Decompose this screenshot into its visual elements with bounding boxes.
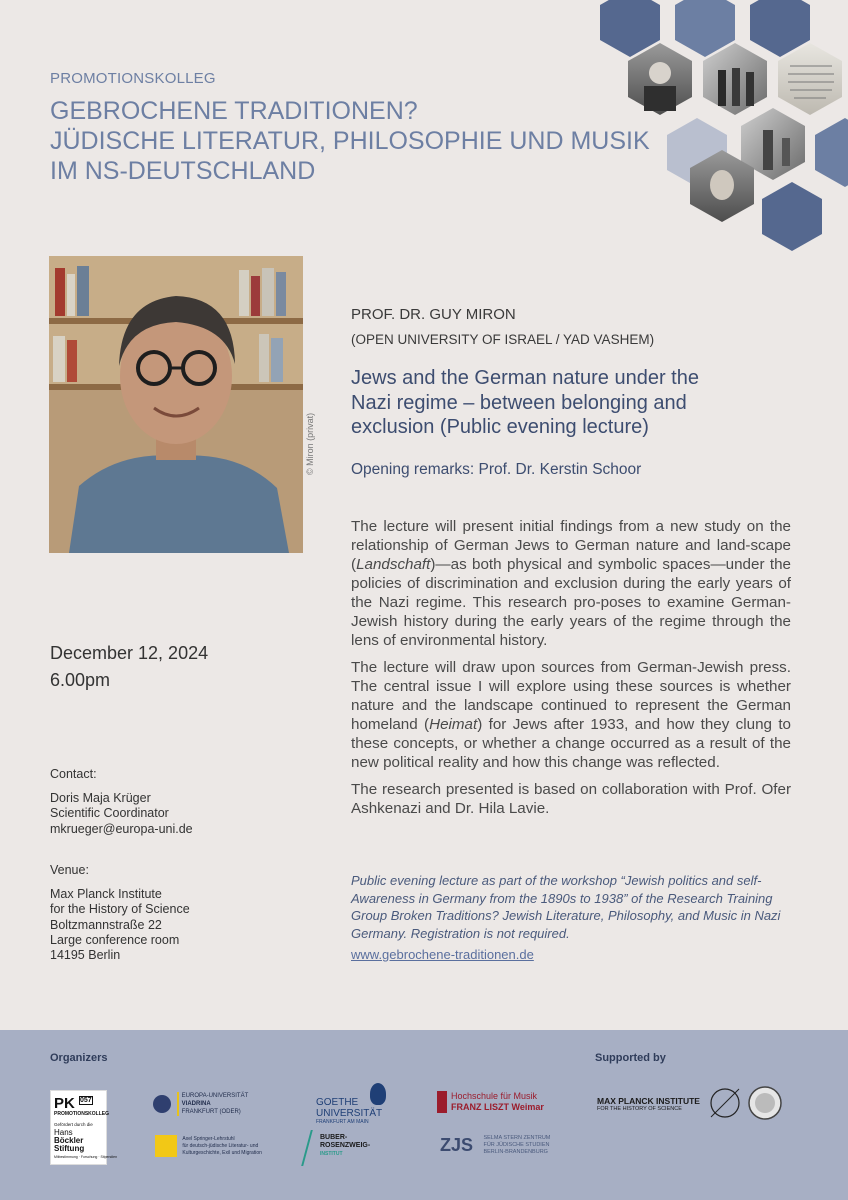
opening-remarks: Opening remarks: Prof. Dr. Kerstin Schoor — [351, 461, 642, 478]
book — [53, 336, 65, 382]
event-date: December 12, 2024 — [50, 643, 209, 663]
springer-line: Kulturgeschichte, Exil und Migration — [182, 1149, 262, 1156]
viadrina-seal-icon — [153, 1095, 171, 1113]
mpi-line: MAX PLANCK INSTITUTE — [597, 1096, 700, 1106]
lecture-title-line: Nazi regime – between belonging and — [351, 391, 687, 414]
springer-chair-logo — [155, 1135, 262, 1157]
mpi-logo — [597, 1096, 700, 1113]
pk-funded: Gefördert durch die — [54, 1122, 93, 1127]
book — [276, 272, 286, 316]
abstract-paragraph: The research presented is based on collaboration with Prof. Ofer Ashkenazi and Dr. Hila Lavie. — [351, 781, 791, 817]
viadrina-line: VIADRINA — [181, 1101, 211, 1107]
text-run: )—as both physical and symbolic spaces—under the policies of discrimination and exclusion during the early years of the Nazi regime. This research pro-poses to examine German-Jewish history during the early years of the regime through the lens of environmental history. — [351, 556, 791, 649]
hex-photo-figure — [718, 70, 726, 106]
book — [271, 338, 283, 382]
hfm-mark-icon — [437, 1091, 447, 1113]
minerva-seal-inner — [755, 1093, 775, 1113]
venue-line: Boltzmannstraße 22 — [50, 917, 162, 932]
buber-line: ROSENZWEIG- — [320, 1142, 371, 1149]
hfm-weimar-logo — [437, 1091, 544, 1113]
contact-email[interactable]: mkrueger@europa-uni.de — [50, 821, 193, 836]
venue-block — [50, 863, 190, 963]
hex-photo-figure — [782, 138, 790, 166]
speaker-name: PROF. DR. GUY MIRON — [351, 306, 516, 323]
text-run: The lecture will present initial findings from a new study on the relationship of German Jews to German nature and land-scape ( — [351, 518, 791, 573]
venue-line: Large conference room — [50, 932, 180, 947]
venue-label: Venue: — [50, 863, 89, 877]
hex-photo-figure — [732, 68, 740, 106]
hex-photo-figure — [746, 72, 754, 106]
text-run: ) for Jews after 1933, and how they clung to these concepts, or whether a change occurred as a result of the new political reality and how this change was reflected. — [351, 716, 791, 771]
hfm-line: Hochschule für Musik — [451, 1091, 538, 1101]
viadrina-line: EUROPA-UNIVERSITÄT — [181, 1093, 249, 1099]
goethe-logo — [316, 1085, 382, 1125]
workshop-note: Public evening lecture as part of the workshop “Jewish politics and self-Awareness in Germany from the 1890s to 1938” of the Research Training Group Broken Traditions? Jewish Literature, Philosophy, and Music in Nazi Germany. Registration is not required. — [351, 873, 781, 941]
pk-subtitle: PROMOTIONSKOLLEG — [54, 1111, 109, 1117]
speaker-photo-image — [49, 256, 303, 553]
zjs-text — [483, 1135, 550, 1156]
supported-label: Supported by — [595, 1052, 666, 1064]
buber-rosenzweig-logo — [308, 1134, 370, 1158]
pk-tagline: Mitbestimmung · Forschung · Stipendien — [54, 1155, 118, 1159]
lecture-title-line: Jews and the German nature under the — [351, 367, 699, 389]
hex-photo-body — [644, 86, 676, 111]
viadrina-logo — [153, 1092, 248, 1116]
pk057-logo — [50, 1090, 118, 1165]
book — [67, 340, 77, 382]
venue-line: 14195 Berlin — [50, 948, 121, 963]
logo-footer — [0, 1030, 848, 1200]
lecture-title — [351, 366, 791, 440]
springer-line: für deutsch-jüdische Literatur- und — [182, 1142, 259, 1149]
website-link[interactable]: www.gebrochene-traditionen.de — [351, 947, 534, 962]
speaker-affiliation: (OPEN UNIVERSITY OF ISRAEL / YAD VASHEM) — [351, 332, 655, 347]
photo-credit: © Miron (privat) — [305, 412, 315, 475]
buber-line: BUBER- — [320, 1134, 348, 1141]
hex-photo-document — [778, 43, 842, 115]
mpi-line: FOR THE HISTORY OF SCIENCE — [597, 1106, 682, 1112]
title-line: IM NS-DEUTSCHLAND — [50, 157, 316, 185]
hex-tile — [815, 118, 848, 187]
goethe-portrait-icon — [370, 1083, 386, 1105]
book — [259, 334, 269, 382]
springer-text — [182, 1136, 262, 1157]
mpi-emblem-icon — [705, 1080, 785, 1126]
zjs-line: BERLIN-BRANDENBURG — [483, 1149, 548, 1155]
zjs-line: SELMA STERN ZENTRUM — [483, 1135, 551, 1141]
viadrina-line: FRANKFURT (ODER) — [181, 1109, 241, 1115]
abstract-paragraph — [351, 517, 791, 650]
text-emphasis: Heimat — [429, 716, 478, 733]
pk-hans: Hans — [54, 1128, 73, 1137]
venue-line: for the History of Science — [50, 902, 190, 917]
speaker-photo — [49, 256, 303, 553]
goethe-line: GOETHE — [316, 1097, 359, 1108]
pk-stiftung: Stiftung — [54, 1144, 85, 1153]
contact-role: Scientific Coordinator — [50, 806, 169, 821]
text-run: The lecture will draw upon sources from German-Jewish press. The central issue I will explore using these sources is whether nature and the landscape continued to represent the German homeland ( — [351, 659, 791, 733]
abstract-paragraph — [351, 658, 791, 772]
venue-line: Max Planck Institute — [50, 887, 162, 902]
pk-mark — [54, 1093, 103, 1111]
text-emphasis: Landschaft — [356, 556, 431, 573]
event-datetime — [50, 640, 208, 694]
event-time: 6.00pm — [50, 670, 111, 690]
lecture-abstract — [351, 517, 791, 826]
springer-line: Axel Springer-Lehrstuhl — [182, 1135, 235, 1142]
book — [262, 268, 274, 316]
hexagon-collage — [560, 0, 848, 260]
title-line: JÜDISCHE LITERATUR, PHILOSOPHIE UND MUSIK — [50, 127, 650, 155]
springer-mark-icon — [155, 1135, 177, 1157]
hex-photo-figure — [763, 130, 773, 170]
lecture-title-line: exclusion (Public evening lecture) — [351, 416, 649, 438]
program-label: PROMOTIONSKOLLEG — [50, 70, 216, 87]
contact-label: Contact: — [50, 767, 97, 781]
organizers-label: Organizers — [50, 1052, 108, 1064]
pk-boeckler: Böckler — [54, 1136, 84, 1145]
buber-line: INSTITUT — [320, 1151, 343, 1157]
hex-photo-face — [710, 170, 734, 200]
book — [239, 270, 249, 316]
book — [77, 266, 89, 316]
hex-photo-face — [649, 62, 671, 84]
zjs-line: FÜR JÜDISCHE STUDIEN — [483, 1142, 550, 1148]
hfm-line: FRANZ LISZT Weimar — [451, 1102, 544, 1112]
book — [67, 274, 75, 316]
contact-block — [50, 767, 193, 837]
book — [251, 276, 260, 316]
pk-number: 057 — [80, 1097, 92, 1104]
goethe-line: UNIVERSITÄT — [316, 1108, 383, 1119]
goethe-line: FRANKFURT AM MAIN — [316, 1119, 369, 1125]
book — [55, 268, 65, 316]
hex-tile — [762, 182, 822, 251]
title-line: GEBROCHENE TRADITIONEN? — [50, 97, 418, 125]
zjs-mark: ZJS — [440, 1135, 474, 1155]
pk-letters: PK — [54, 1095, 75, 1112]
zjs-logo — [440, 1135, 550, 1156]
viadrina-text — [177, 1092, 249, 1116]
contact-name: Doris Maja Krüger — [50, 791, 151, 806]
